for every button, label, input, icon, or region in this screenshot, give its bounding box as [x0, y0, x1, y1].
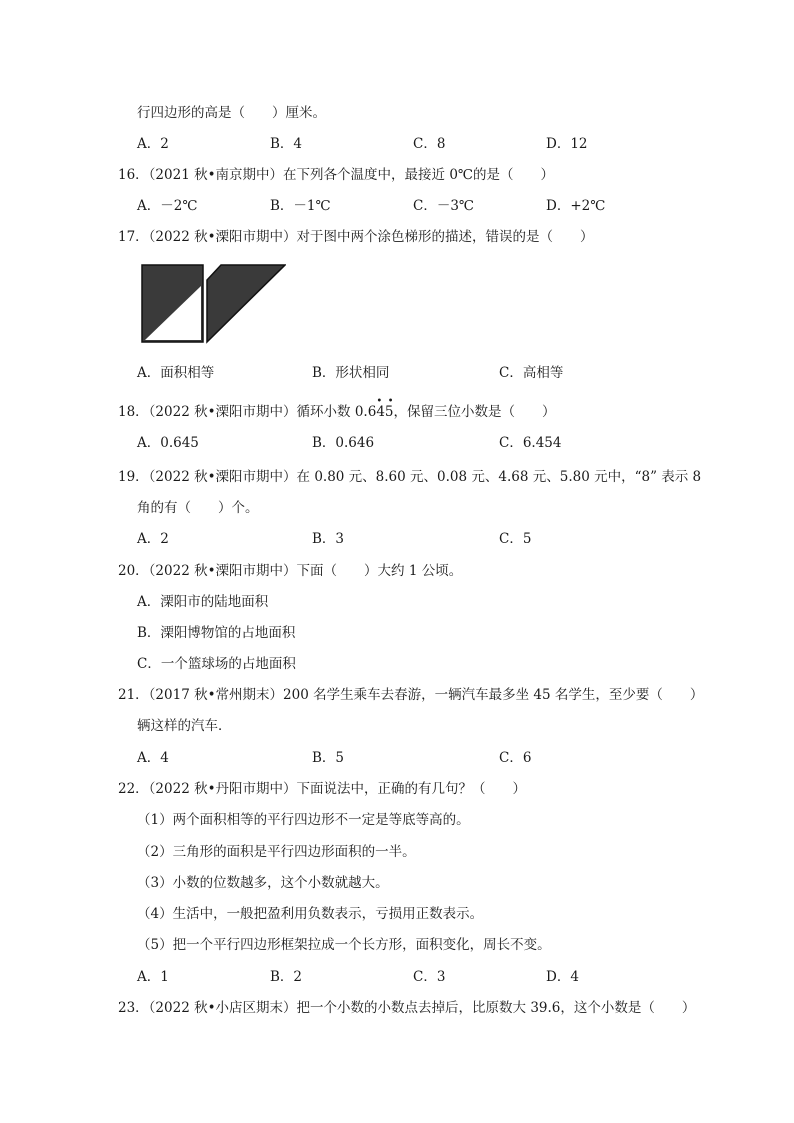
q22-statement-3: （3）小数的位数越多，这个小数就越大。: [137, 875, 389, 891]
q20-stem: 20．（2022 秋•溧阳市期中）下面（ ）大约 1 公顷。: [118, 563, 463, 579]
q19-option-b[interactable]: B．3: [312, 531, 345, 547]
q18-stem-before: 18．（2022 秋•溧阳市期中）循环小数 0.6: [118, 404, 377, 420]
q17-stem: 17．（2022 秋•溧阳市期中）对于图中两个涂色梯形的描述，错误的是（ ）: [118, 229, 594, 245]
q16-stem: 16．（2021 秋•南京期中）在下列各个温度中，最接近 0℃的是（ ）: [118, 167, 555, 183]
q22-statement-5: （5）把一个平行四边形框架拉成一个长方形，面积变化，周长不变。: [137, 937, 551, 953]
q22-statement-4: （4）生活中，一般把盈利用负数表示，亏损用正数表示。: [137, 906, 484, 922]
q19-option-c[interactable]: C．5: [499, 531, 532, 547]
q16-option-d[interactable]: D．+2℃: [546, 198, 606, 214]
q15-option-a[interactable]: A．2: [137, 136, 169, 152]
q22-option-a[interactable]: A．1: [137, 969, 169, 985]
q15-stem: 行四边形的高是（ ）厘米。: [137, 105, 326, 121]
q18-stem: [118, 396, 684, 421]
q20-option-c[interactable]: C．一个篮球场的占地面积: [137, 656, 296, 672]
q22-option-d[interactable]: D．4: [546, 969, 579, 985]
q22-option-c[interactable]: C．3: [413, 969, 446, 985]
q22-option-b[interactable]: B．2: [270, 969, 303, 985]
q20-option-b[interactable]: B．溧阳博物馆的占地面积: [137, 625, 296, 641]
q17-option-b[interactable]: B．形状相同: [312, 365, 390, 381]
q17-option-c[interactable]: C．高相等: [499, 365, 564, 381]
q17-right-trapezoid: [207, 265, 285, 342]
repeat-dot-icon: •: [376, 396, 383, 407]
q18-option-c[interactable]: C．6.454: [499, 435, 562, 451]
q18-option-b[interactable]: B．0.646: [312, 435, 375, 451]
q18-stem-after: ，保留三位小数是（ ）: [393, 404, 556, 420]
q21-stem: 21．（2017 秋•常州期末）200 名学生乘车去春游，一辆汽车最多坐 45 名学生，至少要（ ）: [118, 687, 704, 703]
q23-stem: 23．（2022 秋•小店区期末）把一个小数的小数点去掉后，比原数大 39.6，这个小数是（ ）: [118, 1000, 696, 1016]
q15-option-c[interactable]: C．8: [413, 136, 446, 152]
q22-statement-2: （2）三角形的面积是平行四边形面积的一半。: [137, 844, 416, 860]
q21-option-b[interactable]: B．5: [312, 750, 345, 766]
q17-trapezoid-figure: [141, 264, 286, 344]
q18-repeating-digits: • • 45: [376, 396, 394, 420]
q19-stem: 19．（2022 秋•溧阳市期中）在 0.80 元、8.60 元、0.08 元、4.68 元、5.80 元中，“8” 表示 8: [118, 469, 702, 485]
q21-option-a[interactable]: A．4: [137, 750, 169, 766]
q19-option-a[interactable]: A．2: [137, 531, 169, 547]
q21-option-c[interactable]: C．6: [499, 750, 532, 766]
q15-option-b[interactable]: B．4: [270, 136, 303, 152]
q22-stem: 22．（2022 秋•丹阳市期中）下面说法中，正确的有几句？（ ）: [118, 781, 527, 797]
q18-option-a[interactable]: A．0.645: [137, 435, 199, 451]
repeat-dot-icon: •: [387, 396, 394, 407]
q16-option-a[interactable]: A．－2℃: [137, 198, 198, 214]
q22-statement-1: （1）两个面积相等的平行四边形不一定是等底等高的。: [137, 812, 470, 828]
q15-option-d[interactable]: D．12: [546, 136, 588, 152]
q19-stem-cont: 角的有（ ）个。: [137, 500, 259, 516]
q16-option-c[interactable]: C．－3℃: [413, 198, 475, 214]
q17-option-a[interactable]: A．面积相等: [137, 365, 215, 381]
q20-option-a[interactable]: A．溧阳市的陆地面积: [137, 594, 269, 610]
q16-option-b[interactable]: B．－1℃: [270, 198, 331, 214]
q21-stem-cont: 辆这样的汽车．: [137, 718, 232, 734]
